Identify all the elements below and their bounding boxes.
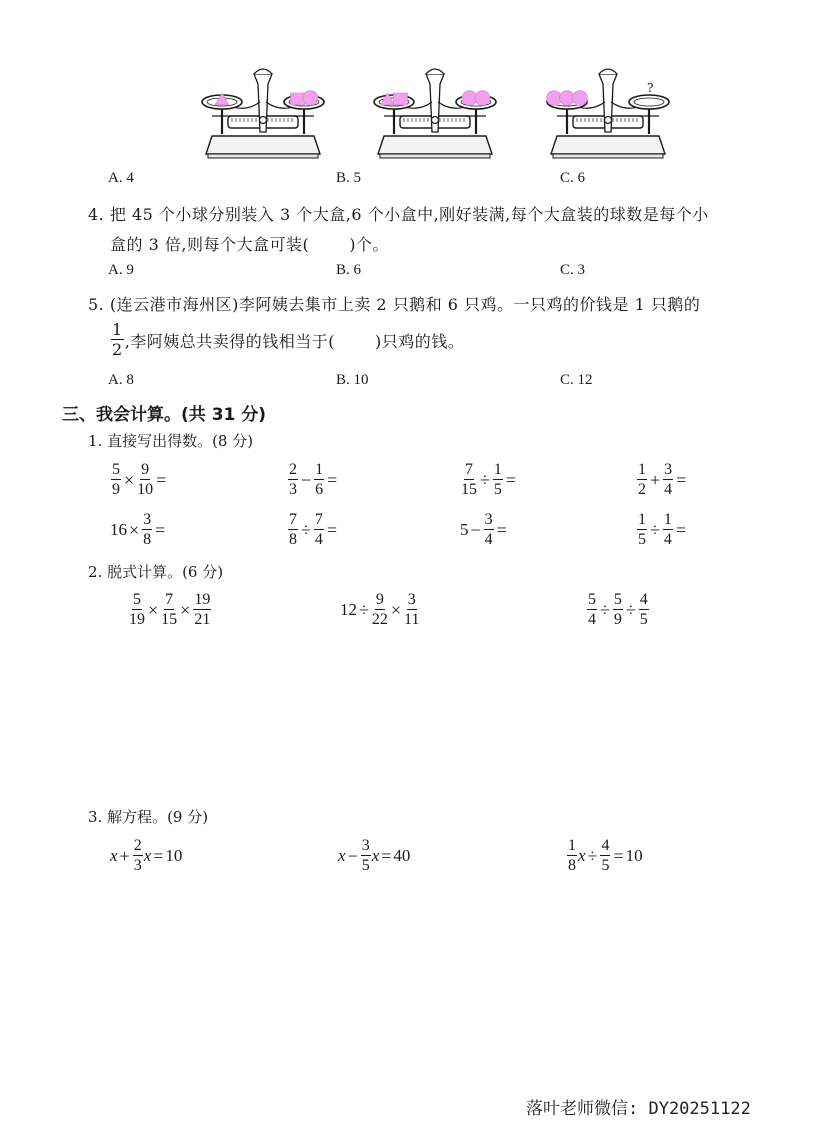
scale-base xyxy=(206,136,320,154)
fraction: $\frac{3}{8}$ xyxy=(143,511,152,548)
operator: = xyxy=(505,469,517,490)
stepwise-item xyxy=(586,592,650,628)
scale-foot xyxy=(553,154,663,158)
operator: − xyxy=(470,519,481,540)
operator: + xyxy=(650,469,661,490)
fraction: $\frac{1}{8}$ xyxy=(568,837,576,874)
operator: ÷ xyxy=(587,845,598,866)
calc-item xyxy=(287,462,339,498)
calc-item xyxy=(110,512,167,548)
scale-pivot xyxy=(605,117,612,124)
q5-text-after: )只鸡的钱。 xyxy=(375,331,465,351)
fraction: $\frac{9}{22}$ xyxy=(371,591,388,628)
scale-foot xyxy=(380,154,490,158)
fraction: $\frac{4}{5}$ xyxy=(639,591,648,628)
operator: = xyxy=(326,519,338,540)
fraction: $\frac{1}{2}$ xyxy=(638,461,646,498)
fraction: $\frac{19}{21}$ xyxy=(194,591,211,628)
operator: ÷ xyxy=(650,519,660,540)
operator: = xyxy=(156,469,167,490)
variable: x xyxy=(338,846,346,865)
stepwise-item xyxy=(128,592,212,628)
fraction: $\frac{5}{19}$ xyxy=(129,591,145,628)
q4-line1 xyxy=(88,202,709,225)
fraction: $\frac{7}{15}$ xyxy=(461,461,477,498)
balance-scale-2 xyxy=(370,62,500,162)
balance-scale-3 xyxy=(543,62,673,162)
fraction: $\frac{3}{4}$ xyxy=(484,511,493,548)
q5-option-a: A. 8 xyxy=(108,372,134,388)
q5-option-b: B. 10 xyxy=(336,372,369,388)
square-weight xyxy=(291,93,305,105)
q3-option-b: B. 5 xyxy=(336,170,362,186)
part2-title: 2. 脱式计算。(6 分) xyxy=(88,563,224,581)
variable: x xyxy=(143,846,152,865)
q3-option-c: C. 6 xyxy=(560,170,586,186)
calc-item xyxy=(636,512,688,548)
fraction: $\frac{5}{9}$ xyxy=(613,591,622,628)
scale-pivot xyxy=(260,117,267,124)
fraction: $\frac{3}{11}$ xyxy=(404,591,420,628)
operator: − xyxy=(347,845,358,866)
circle-weight xyxy=(475,91,490,106)
fraction: $\frac{9}{10}$ xyxy=(137,461,154,498)
number: 10 xyxy=(165,846,183,865)
number: 40 xyxy=(393,846,411,865)
q4-line2 xyxy=(110,232,389,255)
q5-line1 xyxy=(88,292,700,315)
equation-item xyxy=(110,838,182,874)
q3-option-a: A. 4 xyxy=(108,170,134,186)
operator: × xyxy=(148,599,159,620)
fraction: $\frac{2}{3}$ xyxy=(289,461,297,498)
balance-scale-1 xyxy=(198,62,328,162)
operator: × xyxy=(180,599,191,620)
footer-watermark: 落叶老师微信: DY20251122 xyxy=(526,1099,751,1119)
variable: x xyxy=(371,846,380,865)
scale-crown xyxy=(254,69,272,74)
calc-item xyxy=(110,462,168,498)
calc-item xyxy=(636,462,688,498)
operator: ÷ xyxy=(359,599,369,620)
q4-text: 把 45 个小球分别装入 3 个大盒,6 个小盒中,刚好装满,每个大盒装的球数是每个小 xyxy=(109,205,709,224)
fraction: $\frac{1}{5}$ xyxy=(493,461,502,498)
fraction: $\frac{5}{9}$ xyxy=(112,461,120,498)
operator: = xyxy=(327,469,338,490)
q4-option-a: A. 9 xyxy=(108,262,134,278)
part3-title: 3. 解方程。(9 分) xyxy=(88,808,209,826)
fraction: $\frac{1}{4}$ xyxy=(663,511,672,548)
operator: = xyxy=(613,845,624,866)
operator: ÷ xyxy=(301,519,311,540)
operator: = xyxy=(675,519,687,540)
q4-number: 4. xyxy=(88,205,105,224)
number: 16 xyxy=(110,520,127,539)
stepwise-item xyxy=(340,592,420,628)
operator: − xyxy=(301,469,312,490)
q5-number: 5. xyxy=(88,295,105,314)
calc-item xyxy=(460,462,518,498)
number: 10 xyxy=(625,846,643,865)
variable: x xyxy=(578,846,586,865)
number: 5 xyxy=(460,520,469,539)
q4-option-c: C. 3 xyxy=(560,262,586,278)
fraction: $\frac{2}{3}$ xyxy=(133,837,142,874)
scale-foot xyxy=(208,154,318,158)
fraction: $\frac{7}{15}$ xyxy=(161,591,178,628)
scale-crown xyxy=(599,69,617,74)
square-weight xyxy=(394,93,408,105)
fraction: $\frac{1}{5}$ xyxy=(638,511,646,548)
q4-text-before: 盒的 3 倍,则每个大盒可装( xyxy=(110,235,310,254)
fraction: $\frac{7}{4}$ xyxy=(314,511,323,548)
scale-base xyxy=(378,136,492,154)
scale-pivot xyxy=(432,117,439,124)
operator: × xyxy=(124,469,135,490)
number: 12 xyxy=(340,600,357,619)
operator: ÷ xyxy=(625,599,636,620)
fraction: $\frac{5}{4}$ xyxy=(588,591,596,628)
equation-item xyxy=(338,838,410,874)
section-3-title: 三、我会计算。(共 31 分) xyxy=(62,405,267,425)
q5-option-c: C. 12 xyxy=(560,372,593,388)
equation-item xyxy=(566,838,643,874)
scale-base xyxy=(551,136,665,154)
right-pan xyxy=(629,95,669,109)
operator: ÷ xyxy=(480,469,490,490)
operator: × xyxy=(129,519,140,540)
q5-line2 xyxy=(110,322,464,358)
operator: = xyxy=(155,519,166,540)
operator: ÷ xyxy=(600,599,610,620)
circle-weight xyxy=(573,91,588,106)
q5-text: (连云港市海州区)李阿姨去集市上卖 2 只鹅和 6 只鸡。一只鸡的价钱是 1 只鹅的 xyxy=(109,295,701,314)
operator: × xyxy=(390,599,402,620)
part1-title: 1. 直接写出得数。(8 分) xyxy=(88,432,254,450)
fraction: $\frac{7}{8}$ xyxy=(289,511,297,548)
operator: = xyxy=(381,845,392,866)
q4-text-after: )个。 xyxy=(349,235,389,254)
fraction: $\frac{1}{6}$ xyxy=(315,461,324,498)
operator: + xyxy=(119,845,130,866)
scale-crown xyxy=(426,69,444,74)
operator: = xyxy=(153,845,164,866)
fraction: $\frac{3}{5}$ xyxy=(361,837,370,874)
q4-option-b: B. 6 xyxy=(336,262,362,278)
question-mark: ? xyxy=(647,81,654,95)
calc-item xyxy=(287,512,339,548)
fraction: $\frac{3}{4}$ xyxy=(664,461,673,498)
q5-text-before: ,李阿姨总共卖得的钱相当于( xyxy=(124,331,336,351)
calc-item xyxy=(460,512,509,548)
fraction: $\frac{4}{5}$ xyxy=(601,837,610,874)
variable: x xyxy=(110,846,118,865)
operator: = xyxy=(676,469,687,490)
circle-weight xyxy=(303,91,318,106)
q5-fraction: $\frac{1}{2}$ xyxy=(112,320,123,359)
operator: = xyxy=(496,519,507,540)
